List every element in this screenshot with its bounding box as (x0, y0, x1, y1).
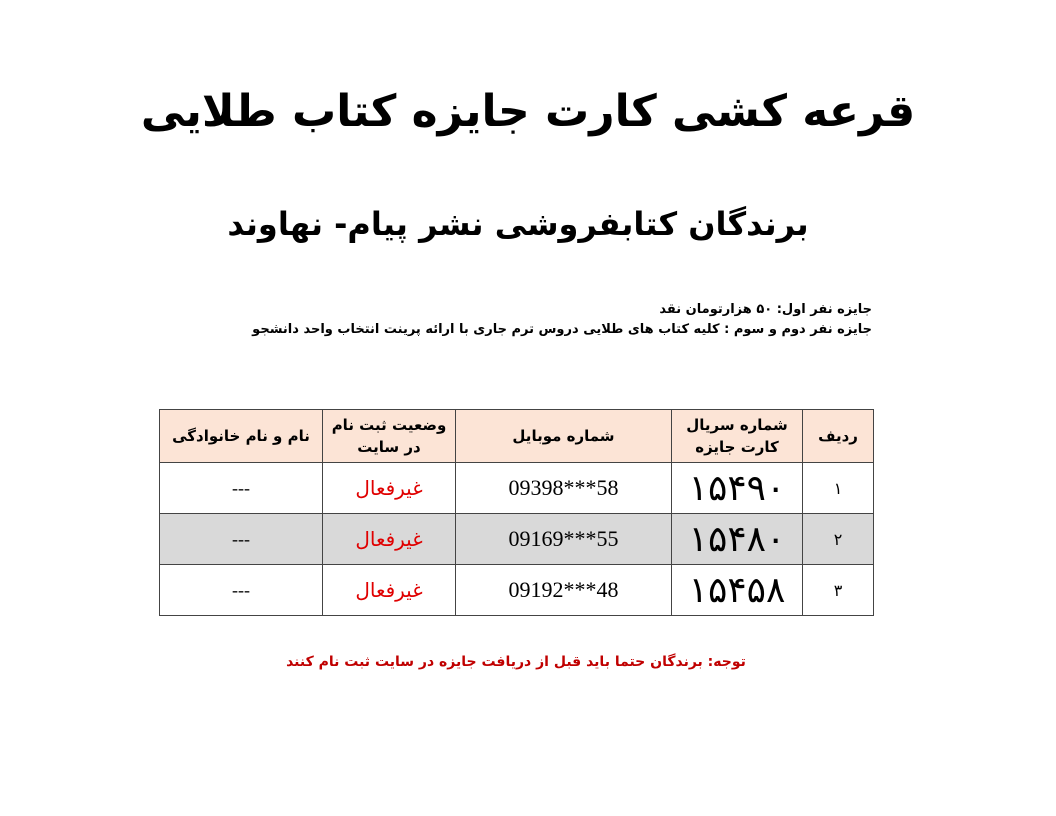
header-mobile: شماره موبایل (456, 410, 672, 463)
header-row-number: ردیف (803, 410, 874, 463)
full-name: --- (160, 565, 323, 616)
registration-note: توجه: برندگان حتما باید قبل از دریافت جایزه در سایت ثبت نام کنند (286, 654, 746, 670)
mobile-number: 09192***48 (456, 565, 672, 616)
second-third-prize-text: جایزه نفر دوم و سوم : کلیه کتاب های طلایی دروس ترم جاری با ارائه پرینت انتخاب واحد دانشجو (252, 322, 872, 337)
table-row (160, 514, 874, 565)
registration-status: غیرفعال (323, 463, 456, 514)
mobile-number: 09398***58 (456, 463, 672, 514)
prize-info (252, 300, 872, 340)
full-name: --- (160, 514, 323, 565)
registration-status: غیرفعال (323, 514, 456, 565)
first-prize-text: جایزه نفر اول: ۵۰ هزارتومان نقد (659, 302, 872, 317)
table-header-row (160, 410, 874, 463)
serial-number: ۱۵۴۹۰ (672, 463, 803, 514)
registration-status: غیرفعال (323, 565, 456, 616)
mobile-number: 09169***55 (456, 514, 672, 565)
row-number: ۳ (803, 565, 874, 616)
row-number: ۲ (803, 514, 874, 565)
serial-number: ۱۵۴۸۰ (672, 514, 803, 565)
header-status: وضعیت ثبت نام در سایت (323, 410, 456, 463)
table-row (160, 463, 874, 514)
header-serial: شماره سریال کارت جایزه (672, 410, 803, 463)
winners-table (159, 409, 874, 616)
table-row (160, 565, 874, 616)
header-name: نام و نام خانوادگی (160, 410, 323, 463)
row-number: ۱ (803, 463, 874, 514)
page-subtitle: برندگان کتابفروشی نشر پیام- نهاوند (227, 205, 809, 243)
serial-number: ۱۵۴۵۸ (672, 565, 803, 616)
full-name: --- (160, 463, 323, 514)
page-title: قرعه کشی کارت جایزه کتاب طلایی (140, 86, 916, 137)
